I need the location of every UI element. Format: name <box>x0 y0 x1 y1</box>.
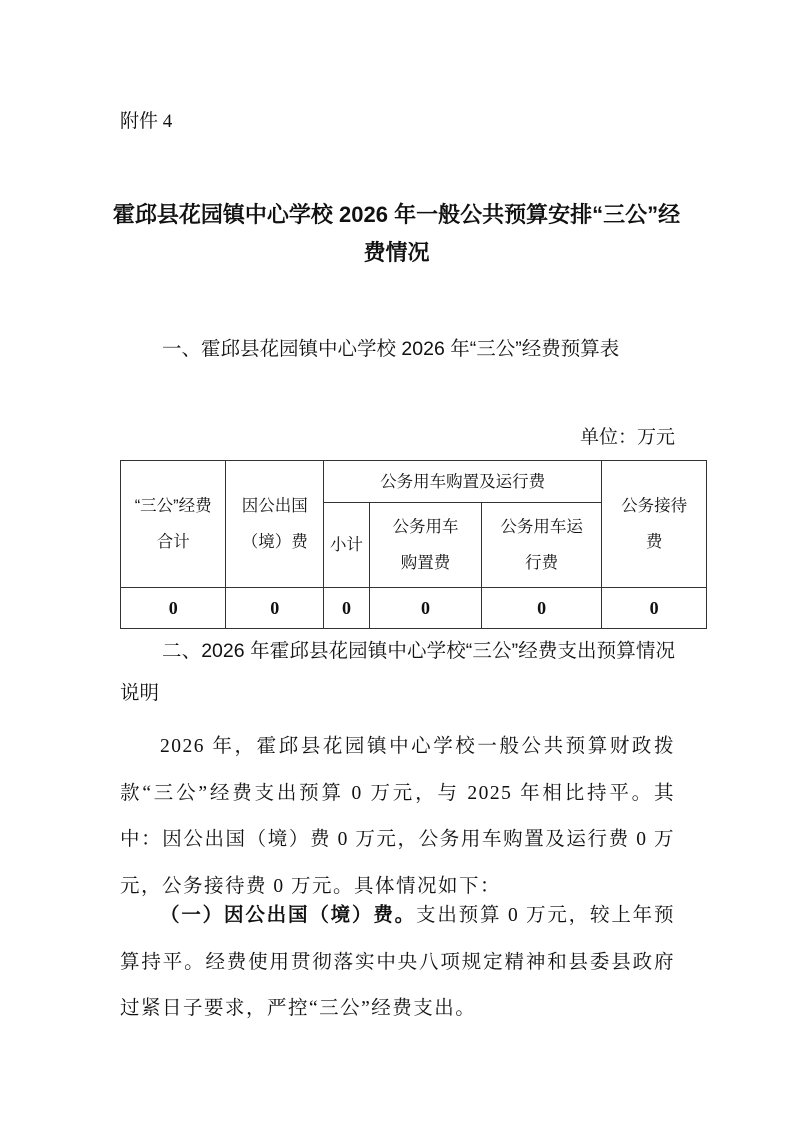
header-abroad: 因公出国（境）费 <box>226 461 324 588</box>
header-vehicle-group: 公务用车购置及运行费 <box>324 461 602 503</box>
subsection1-title: （一）因公出国（境）费。 <box>160 904 416 926</box>
header-subtotal: 小计 <box>324 503 370 588</box>
header-purchase: 公务用车购置费 <box>369 503 481 588</box>
subsection1 <box>120 892 675 1033</box>
three-public-budget-table <box>120 460 707 629</box>
header-total: “三公”经费合计 <box>121 461 226 588</box>
value-purchase: 0 <box>369 588 481 629</box>
value-reception: 0 <box>602 588 707 629</box>
unit-label: 单位：万元 <box>579 427 675 448</box>
header-reception: 公务接待费 <box>602 461 707 588</box>
value-abroad: 0 <box>226 588 324 629</box>
value-subtotal: 0 <box>324 588 370 629</box>
section2-heading: 二、2026 年霍邱县花园镇中心学校“三公”经费支出预算情况说明 <box>120 640 675 704</box>
header-operation: 公务用车运行费 <box>482 503 602 588</box>
subsection1-text: 支出预算 0 万元，较上年预算持平。经费使用贯彻落实中央八项规定精神和县委县政府过紧日子要求，严控“三公”经费支出。 <box>120 905 675 1019</box>
document-title: 霍邱县花园镇中心学校 2026 年一般公共预算安排“三公”经费情况 <box>112 202 681 265</box>
section1-heading: 一、霍邱县花园镇中心学校 2026 年“三公”经费预算表 <box>162 338 620 360</box>
value-total: 0 <box>121 588 226 629</box>
section2-paragraph: 2026 年，霍邱县花园镇中心学校一般公共预算财政拨款“三公”经费支出预算 0 万元，与 2025 年相比持平。其中：因公出国（境）费 0 万元，公务用车购置及运行费 0 万元，公务接待费 0 万元。具体情况如下： <box>120 736 675 897</box>
value-operation: 0 <box>482 588 602 629</box>
attachment-label: 附件 4 <box>120 111 173 132</box>
